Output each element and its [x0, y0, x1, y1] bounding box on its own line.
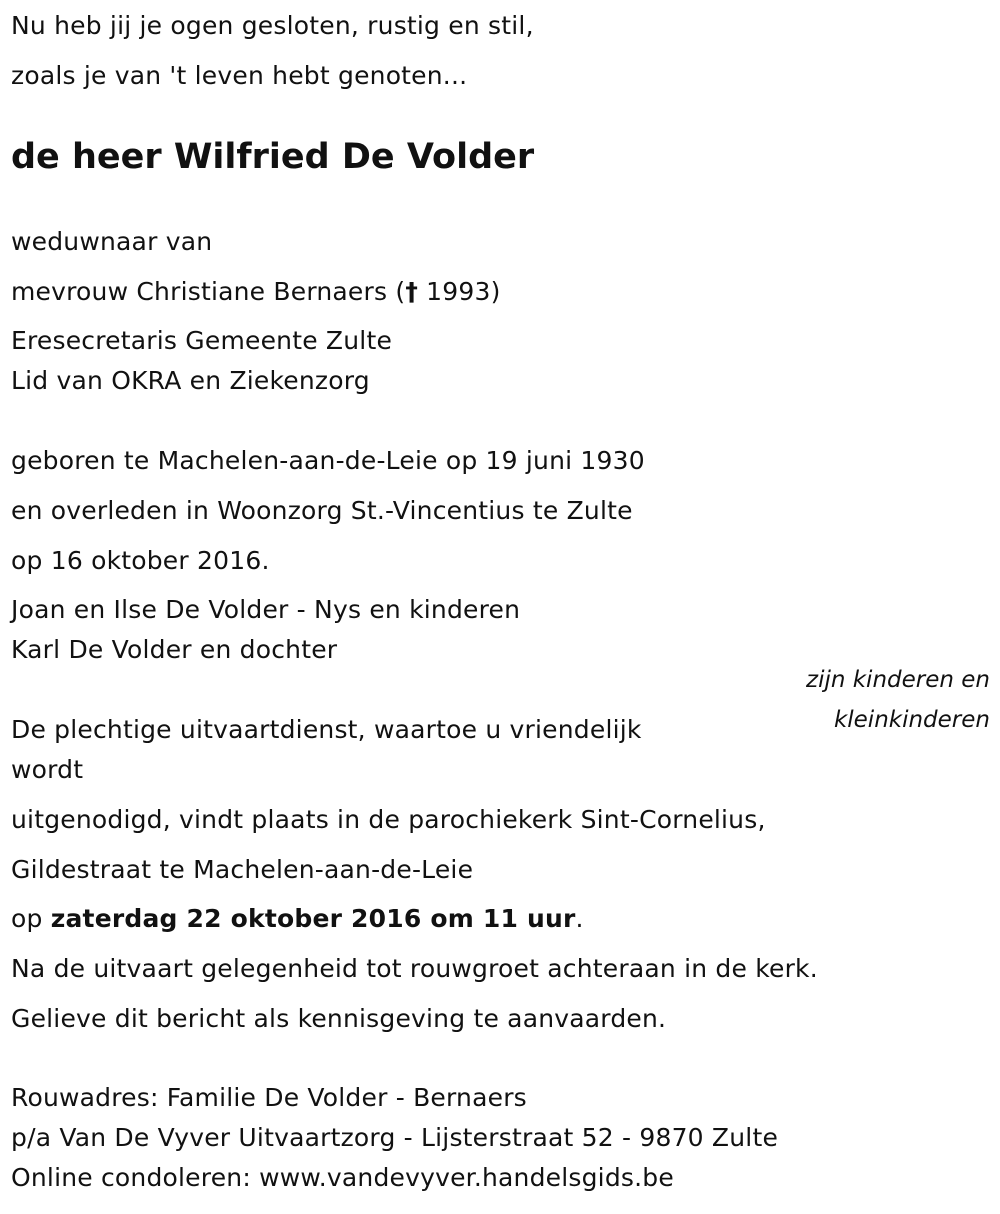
service-date-line	[11, 904, 584, 934]
cross-icon: †	[405, 277, 419, 306]
online-condolence: Online condoleren: www.vandevyver.handelsgids.be	[11, 1163, 674, 1192]
service-date-suffix: .	[575, 904, 584, 933]
address-line-1: Rouwadres: Familie De Volder - Bernaers	[11, 1083, 527, 1112]
service-line-2: uitgenodigd, vindt plaats in de parochiekerk Sint-Cornelius,	[11, 805, 766, 834]
poem-line-1: Nu heb jij je ogen gesloten, rustig en stil,	[11, 11, 534, 40]
family-relation	[730, 660, 990, 740]
family-relation-line-2: kleinkinderen	[833, 707, 990, 733]
family-member-2: Karl De Volder en dochter	[11, 635, 338, 664]
spouse-name: mevrouw Christiane Bernaers (	[11, 277, 406, 306]
spouse-intro: weduwnaar van	[11, 227, 213, 256]
address-line-2: p/a Van De Vyver Uitvaartzorg - Lijsterstraat 52 - 9870 Zulte	[11, 1123, 779, 1152]
service-line-6: Gelieve dit bericht als kennisgeving te aanvaarden.	[11, 1004, 667, 1033]
service-date-prefix: op	[11, 904, 51, 933]
death-place: en overleden in Woonzorg St.-Vincentius te Zulte	[11, 496, 633, 525]
service-line-3: Gildestraat te Machelen-aan-de-Leie	[11, 855, 474, 884]
role-2: Lid van OKRA en Ziekenzorg	[11, 366, 370, 395]
role-1: Eresecretaris Gemeente Zulte	[11, 326, 393, 355]
service-line-1b: wordt	[11, 755, 84, 784]
spouse-name-line	[11, 277, 501, 307]
birth-info: geboren te Machelen-aan-de-Leie op 19 juni 1930	[11, 446, 645, 475]
poem-line-2: zoals je van 't leven hebt genoten...	[11, 61, 468, 90]
deceased-name: de heer Wilfried De Volder	[11, 137, 535, 177]
service-line-5: Na de uitvaart gelegenheid tot rouwgroet achteraan in de kerk.	[11, 954, 818, 983]
spouse-death-year: 1993)	[418, 277, 501, 306]
service-date: zaterdag 22 oktober 2016 om 11 uur	[50, 904, 576, 933]
death-date: op 16 oktober 2016.	[11, 546, 270, 575]
family-relation-line-1: zijn kinderen en	[806, 667, 990, 693]
family-member-1: Joan en Ilse De Volder - Nys en kinderen	[11, 595, 521, 624]
service-line-1: De plechtige uitvaartdienst, waartoe u vriendelijk	[11, 715, 642, 744]
